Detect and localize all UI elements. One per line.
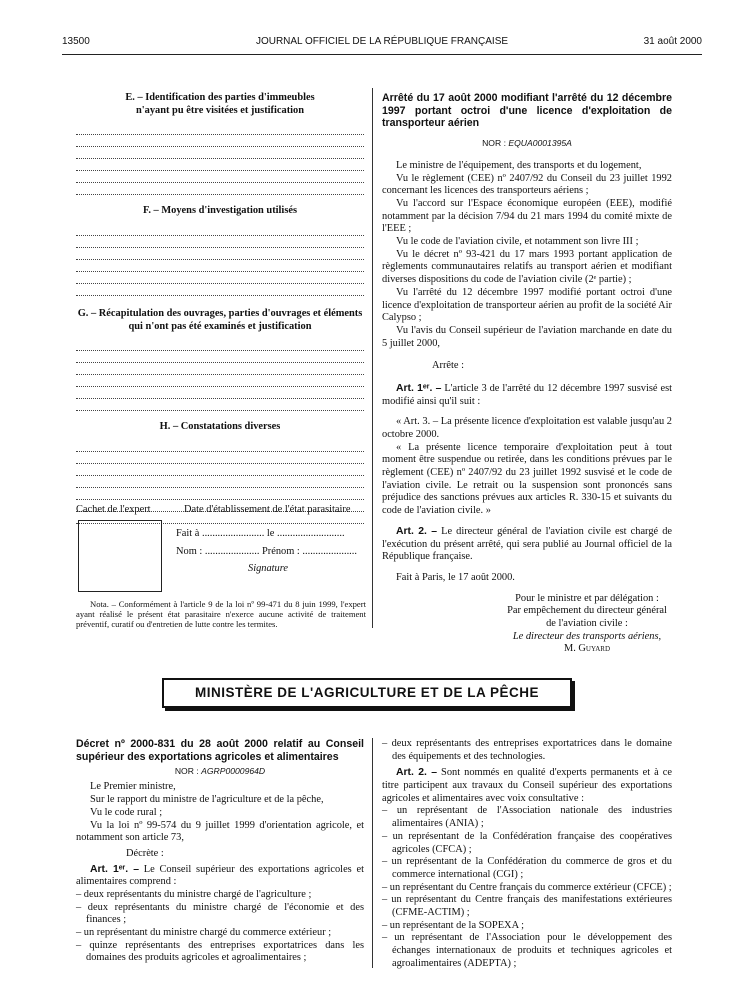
expert-stamp-box	[78, 520, 162, 592]
arrete-p7: Vu l'avis du Conseil supérieur de l'aviation marchande en date du 5 juillet 2000,	[382, 324, 672, 349]
page-number: 13500	[62, 36, 90, 47]
arrete-p1: Le ministre de l'équipement, des transports et du logement,	[396, 159, 642, 171]
decree-item: – un représentant du ministre chargé du commerce extérieur ;	[76, 927, 332, 939]
decree-expert-item: – un représentant de la SOPEXA ;	[382, 919, 524, 931]
column-divider-top	[372, 88, 373, 628]
decree-item: – quinze représentants des entreprises exportatrices dans les domaines des produits agricoles et agroalimentaires ;	[76, 939, 364, 964]
arrete-fait: Fait à Paris, le 17 août 2000.	[396, 571, 515, 583]
section-h-title: H. – Constatations diverses	[159, 421, 281, 433]
decree-nor: NOR : AGRP0000964D	[174, 766, 266, 776]
decree-expert-item: – un représentant de l'Association pour le développement des échanges internationaux de produits et techniques agricoles et agroalimentaires (ADEPTA) ;	[382, 932, 672, 969]
arrete-p2: Vu le règlement (CEE) nº 2407/92 du Conseil du 23 juillet 1992 concernant les licences des transporteurs aériens ;	[382, 172, 672, 197]
decree-left-column	[76, 738, 364, 965]
arrete-p3: Vu l'accord sur l'Espace économique européen (EEE), modifié notamment par la décision 7/94 du 21 mars 1994 du comité mixte de l'EEE ;	[382, 198, 672, 235]
arrete-sig2: Par empêchement du directeur général de l'aviation civile :	[507, 605, 667, 629]
journal-title: JOURNAL OFFICIEL DE LA RÉPUBLIQUE FRANÇAISE	[255, 36, 509, 47]
arrete-art2: Art. 2. – Le directeur général de l'aviation civile est chargé de l'exécution du présent arrêté, qui sera publié au Journal officiel de la République française.	[382, 525, 672, 563]
arrete-title: Arrêté du 17 août 2000 modifiant l'arrêté du 12 décembre 1997 portant octroi d'une licence d'exploitation de transporteur aérien	[382, 92, 672, 129]
header-rule	[62, 54, 702, 55]
arrete-sig3: Le directeur des transports aériens,	[512, 630, 662, 642]
arrete-nor: NOR : EQUA0001395A	[482, 137, 572, 148]
arrete-sig4: M. Guyard	[563, 643, 611, 655]
decree-item: – deux représentants du ministre chargé de l'économie et des finances ;	[76, 901, 364, 926]
decree-art2: Art. 2. – Sont nommés en qualité d'experts permanents et à ce titre participent aux travaux du Conseil supérieur des exportations agricoles et alimentaires avec voix consultative :	[382, 767, 672, 804]
section-e-lines	[76, 123, 364, 195]
decree-p2: Sur le rapport du ministre de l'agriculture et de la pêche,	[90, 794, 324, 806]
form-column	[76, 92, 364, 524]
decree-expert-item: – un représentant du Centre français des manifestations extérieures (CFME-ACTIM) ;	[382, 894, 672, 918]
section-f-title: F. – Moyens d'investigation utilisés	[142, 205, 298, 217]
signature-label: Signature	[248, 563, 289, 574]
decree-art1: Art. 1ᵉʳ. – Le Conseil supérieur des exportations agricoles et alimentaires comprend :	[76, 863, 364, 888]
arrete-sig1: Pour le ministre et par délégation :	[515, 592, 659, 604]
decree-expert-item: – un représentant du Centre français du commerce extérieur (CFCE) ;	[382, 881, 672, 893]
arrete-quote1: « Art. 3. – La présente licence d'exploitation est valable jusqu'au 2 octobre 2000.	[382, 416, 672, 441]
section-g-lines	[76, 339, 364, 411]
decree-p1: Le Premier ministre,	[90, 781, 176, 793]
page-header	[62, 36, 702, 50]
decree-item: – deux représentants des entreprises exportatrices dans le domaine des équipements et des technologies.	[382, 738, 672, 762]
decree-p3: Vu le code rural ;	[90, 806, 163, 818]
fait-a-line: Fait à ........................ le ..........................	[176, 528, 345, 539]
decree-expert-item: – un représentant de la Confédération française des coopératives agricoles (CFCA) ;	[382, 830, 672, 855]
section-e-title: E. – Identification des parties d'immeubles n'ayant pu être visitées et justification	[125, 92, 315, 116]
section-g-title: G. – Récapitulation des ouvrages, parties d'ouvrages et éléments qui n'ont pas été examinés et justification	[77, 308, 363, 332]
decree-decrete: Décrète :	[126, 847, 164, 859]
nom-prenom-line: Nom : ..................... Prénom : .....................	[176, 546, 357, 557]
decree-right-column	[382, 738, 672, 970]
decree-expert-item: – un représentant de l'Association nationale des industries alimentaires (ANIA) ;	[382, 805, 672, 830]
decree-expert-item: – un représentant de la Confédération du commerce de gros et du commerce international (CGI) ;	[382, 856, 672, 880]
arrete-p5: Vu le décret nº 93-421 du 17 mars 1993 portant application de règlements communautaires relatifs au transport aérien et modifiant diverses dispositions du code de l'aviation civile (2ᵉ partie) ;	[382, 248, 672, 286]
arrete-art1: Art. 1ᵉʳ. – L'article 3 de l'arrêté du 12 décembre 1997 susvisé est modifié ainsi qu'il suit :	[382, 382, 673, 407]
arrete-p4: Vu le code de l'aviation civile, et notamment son livre III ;	[396, 236, 639, 248]
decree-item: – deux représentants du ministre chargé de l'agriculture ;	[76, 888, 312, 900]
section-f-lines	[76, 224, 364, 296]
ministry-banner: MINISTÈRE DE L'AGRICULTURE ET DE LA PÊCHE	[162, 678, 572, 708]
decree-title: Décret nº 2000-831 du 28 août 2000 relatif au Conseil supérieur des exportations agricoles et alimentaires	[76, 738, 364, 763]
cachet-label: Cachet de l'expert	[76, 504, 151, 515]
issue-date: 31 août 2000	[643, 36, 702, 47]
arrete-quote2: « La présente licence temporaire d'exploitation peut à tout moment être suspendue ou retirée, dans les conditions prévues par le règlement (CEE) nº 2407/92 du 23 juillet 1992 susvisé et le code de l'aviation civile. Le retrait ou la suspension sont prononcés sans préjudice des sanctions prévues aux articles R. 330-15 et suivants du code de l'aviation civile. »	[382, 441, 672, 517]
column-divider-bottom	[372, 738, 373, 968]
nota-text: Nota. – Conformément à l'article 9 de la loi nº 99-471 du 8 juin 1999, l'expert ayant réalisé le présent état parasitaire n'exerce aucune activité de traitement préventif, curatif ou d'entretien de lutte contre les termites.	[76, 599, 366, 629]
date-etablissement-label: Date d'établissement de l'état parasitaire	[184, 504, 351, 515]
arrete-column	[382, 92, 672, 656]
arrete-p6: Vu l'arrêté du 12 décembre 1997 modifié portant octroi d'une licence d'exploitation de transporteur aérien au profit de la société Air Calypso ;	[382, 286, 672, 324]
decree-p4: Vu la loi nº 99-574 du 9 juillet 1999 d'orientation agricole, et notamment son article 73,	[76, 819, 364, 844]
arrete-arrete: Arrête :	[432, 360, 465, 372]
